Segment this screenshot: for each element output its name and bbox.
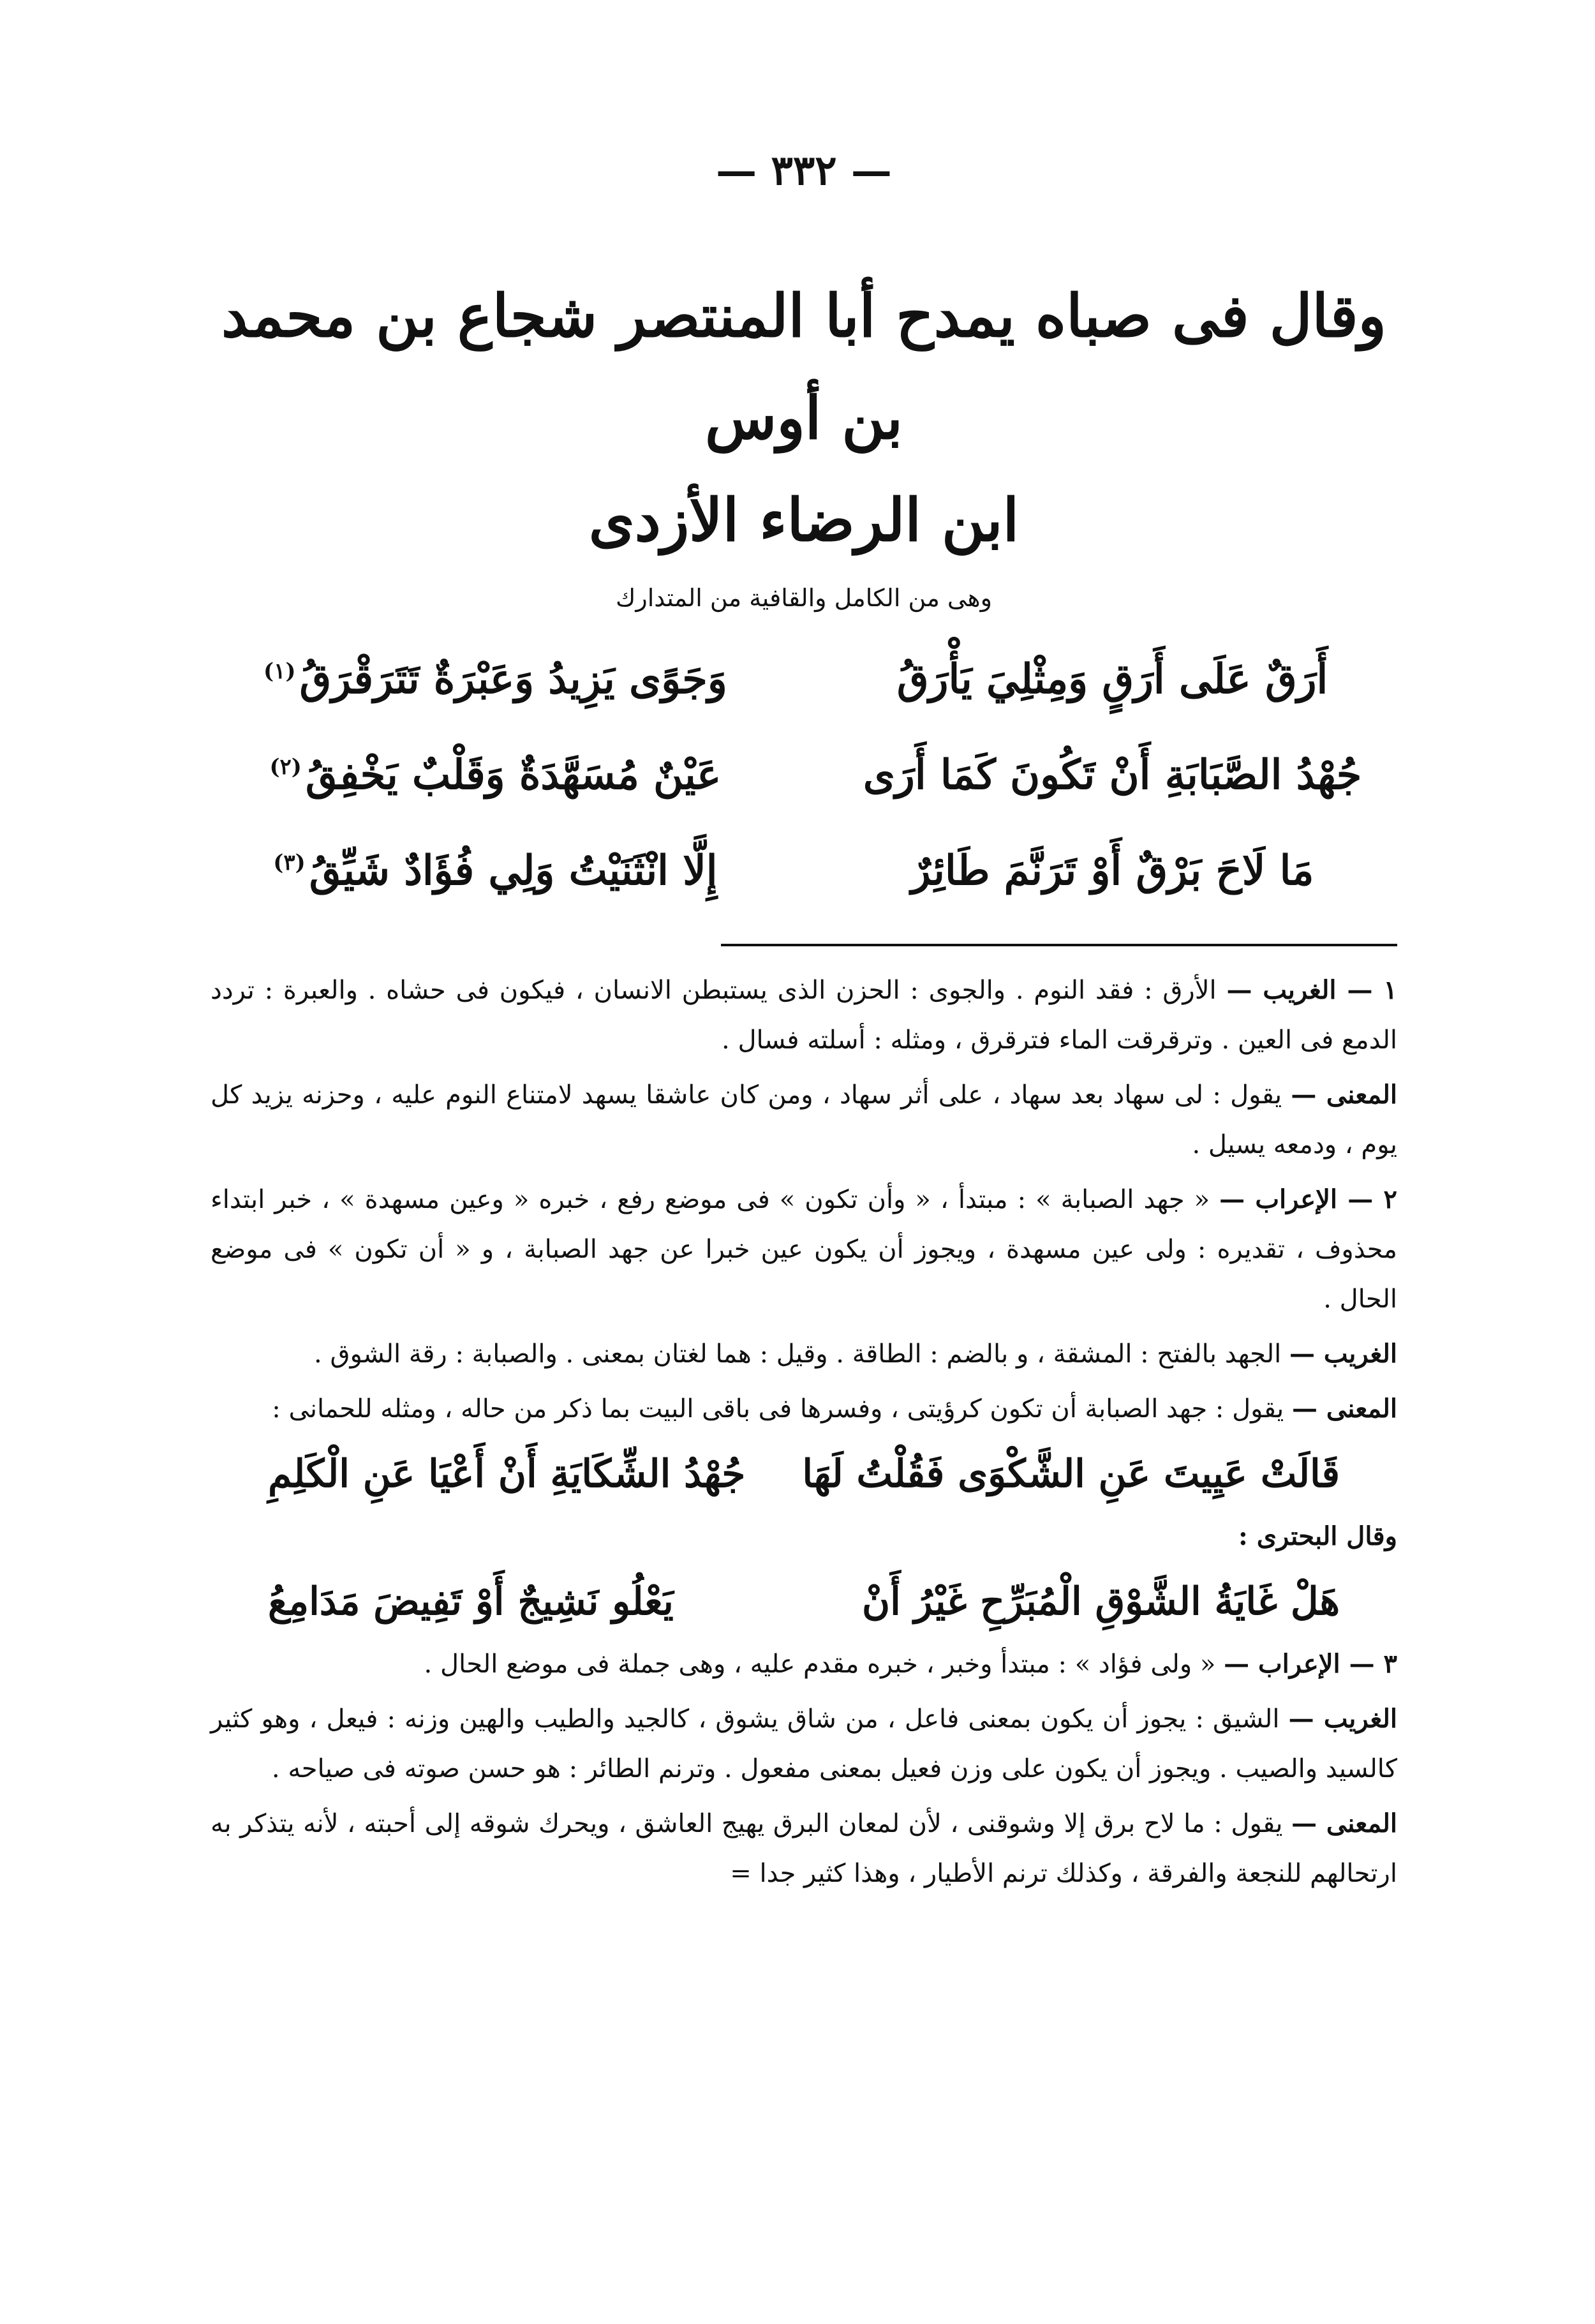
poem-title-line2: ابن الرضاء الأزدى xyxy=(588,486,1020,555)
poem-title: وقال فى صباه يمدح أبا المنتصر شجاع بن محمد بن أوس xyxy=(221,281,1386,452)
note-text: الجهد بالفتح : المشقة ، و بالضم : الطاقة . وقيل : هما لغتان بمعنى . والصبابة : رقة الشوق . xyxy=(314,1339,1282,1369)
verse-line xyxy=(211,631,1397,727)
note-text: يقول : ما لاح برق إلا وشوقنى ، لأن لمعان البرق يهيج العاشق ، ويحرك شوقه إلى أحبته ، لأنه يتذكر به ارتحالهم للنجعة والفرقة ، وكذلك ترنم الأطيار ، وهذا كثير جدا = xyxy=(211,1809,1397,1888)
footnote-marker: (١) xyxy=(263,659,296,685)
note-key: الغريب — xyxy=(1288,1704,1397,1734)
note-key: المعنى — xyxy=(1291,1808,1398,1838)
first-hemistich: جُهْدُ الصَّبَابَةِ أَنْ تَكُونَ كَمَا أَرَى xyxy=(863,750,1362,799)
note-text: الأرق : فقد النوم . والجوى : الحزن الذى يستبطن الانسان ، فيكون فى حشاه . والعبرة : تردد الدمع فى العين . وترقرقت الماء فترقرق ، ومثله : أسلته فسال . xyxy=(211,976,1397,1055)
note-2-iraab xyxy=(211,1175,1397,1324)
second-hemistich xyxy=(211,847,780,895)
cited-second-hemistich: جُهْدُ الشِّكَايَةِ أَنْ أَعْيَا عَنِ الْكَلِمِ xyxy=(268,1452,746,1496)
second-hemistich xyxy=(211,751,780,799)
second-hemistich-text: وَجَوًى يَزِيدُ وَعَبْرَةٌ تَتَرَقْرَقُ xyxy=(299,655,727,703)
note-3-maana xyxy=(211,1799,1397,1898)
footnote-marker: (٣) xyxy=(273,850,306,876)
footnote-marker: (٢) xyxy=(269,754,302,780)
note-3-gharib xyxy=(211,1694,1397,1794)
note-1-maana xyxy=(211,1070,1397,1170)
note-key: ٢ — الإعراب — xyxy=(1219,1184,1397,1214)
footnote-divider xyxy=(721,944,1397,946)
note-text: الشيق : يجوز أن يكون بمعنى فاعل ، من شاق يشوق ، كالجيد والطيب والهين وزنه : فيعل ، وهو كثير كالسيد والصيب . ويجوز أن يكون على وزن فعيل بمعنى مفعول . وترنم الطائر : هو حسن صوته فى صياحه . xyxy=(211,1704,1397,1784)
note-3-iraab xyxy=(211,1639,1397,1689)
footnotes xyxy=(211,965,1397,1898)
note-1-gharib xyxy=(211,965,1397,1065)
note-2-maana xyxy=(211,1384,1397,1434)
cited-second-hemistich: يَعْلُو نَشِيجٌ أَوْ تَفِيضَ مَدَامِعُ xyxy=(268,1579,674,1624)
note-key: ١ — الغريب — xyxy=(1226,975,1397,1005)
verses xyxy=(211,631,1397,918)
note-text: يقول : لى سهاد بعد سهاد ، على أثر سهاد ، ومن كان عاشقا يسهد لامتناع النوم عليه ، وحزنه يزيد كل يوم ، ودمعه يسيل . xyxy=(211,1080,1397,1159)
note-key: المعنى — xyxy=(1291,1394,1397,1424)
note-text: « ولى فؤاد » : مبتدأ وخبر ، خبره مقدم عليه ، وهى جملة فى موضع الحال . xyxy=(424,1650,1216,1679)
first-hemistich: أَرَقٌ عَلَى أَرَقٍ وَمِثْلِيَ يَأْرَقُ xyxy=(896,655,1328,703)
note-key: ٣ — الإعراب — xyxy=(1224,1649,1397,1679)
second-hemistich-text: عَيْنٌ مُسَهَّدَةٌ وَقَلْبٌ يَخْفِقُ xyxy=(305,750,722,799)
cited-first-hemistich: قَالَتْ عَيِيتَ عَنِ الشَّكْوَى فَقُلْتُ لَهَا xyxy=(802,1452,1340,1496)
document-page xyxy=(211,147,1397,1903)
note-text: « جهد الصبابة » : مبتدأ ، « وأن تكون » فى موضع رفع ، خبره « وعين مسهدة » ، خبر ابتداء محذوف ، تقديره : ولى عين مسهدة ، ويجوز أن يكون عين خبرا عن جهد الصبابة ، و « أن تكون » فى موضع الحال . xyxy=(211,1185,1397,1314)
meter-note: وهى من الكامل والقافية من المتدارك xyxy=(616,584,992,612)
cited-verse xyxy=(268,1577,1340,1627)
second-hemistich xyxy=(211,655,780,703)
note-text: يقول : جهد الصبابة أن تكون كرؤيتى ، وفسرها فى باقى البيت بما ذكر من حاله ، ومثله للحمانى : xyxy=(272,1394,1284,1424)
first-hemistich: مَا لَاحَ بَرْقٌ أَوْ تَرَنَّمَ طَائِرٌ xyxy=(910,846,1314,895)
cite-intro: وقال البحترى : xyxy=(1238,1521,1397,1551)
cited-first-hemistich: هَلْ غَايَةُ الشَّوْقِ الْمُبَرِّحِ غَيْرُ أَنْ xyxy=(862,1579,1340,1624)
cited-verse xyxy=(268,1449,1340,1499)
note-key: الغريب — xyxy=(1289,1339,1397,1369)
note-2-gharib xyxy=(211,1329,1397,1379)
second-hemistich-text: إِلَّا انْثَنَيْتُ وَلِي فُؤَادٌ شَيِّقُ xyxy=(309,846,718,895)
page-number: — ٣٣٢ — xyxy=(716,147,892,195)
verse-line xyxy=(211,727,1397,823)
verse-line xyxy=(211,823,1397,918)
note-key: المعنى — xyxy=(1291,1080,1398,1110)
